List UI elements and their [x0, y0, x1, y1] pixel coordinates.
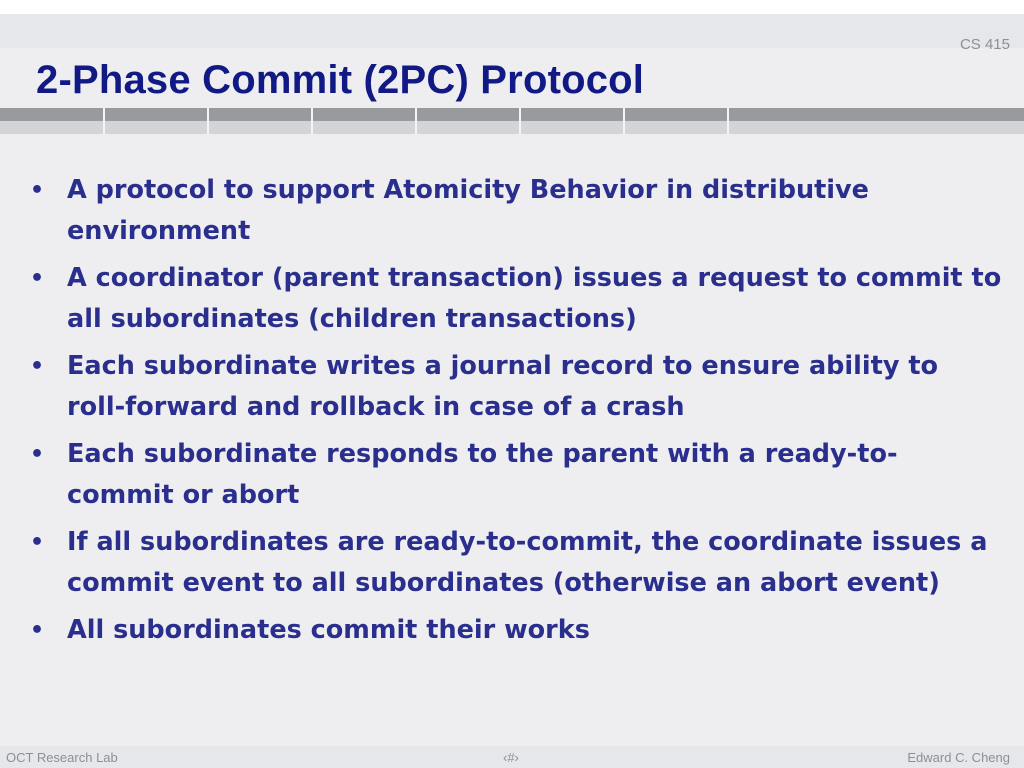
stripe-separator — [623, 108, 625, 134]
bullet-dot: • — [30, 442, 45, 467]
stripe-dark — [0, 108, 1024, 121]
slide-title: 2-Phase Commit (2PC) Protocol — [36, 58, 645, 102]
bullet-text: Each subordinate writes a journal record to ensure ability to roll-forward and rollback in case of a crash — [67, 351, 939, 422]
header-band — [0, 0, 1024, 53]
stripe-separator — [207, 108, 209, 134]
title-divider-stripe — [0, 108, 1024, 134]
stripe-separator — [519, 108, 521, 134]
bullet-text: A coordinator (parent transaction) issues a request to commit to all subordinates (children transactions) — [67, 263, 1002, 334]
bullet-dot: • — [30, 266, 45, 291]
stripe-separator — [727, 108, 729, 134]
footer-slide-number: ‹#› — [503, 750, 519, 765]
bullet-item — [28, 522, 1003, 604]
bullet-text: If all subordinates are ready-to-commit, the coordinate issues a commit event to all subordinates (otherwise an abort event) — [67, 527, 988, 598]
bullet-text: A protocol to support Atomicity Behavior in distributive environment — [67, 175, 869, 246]
course-code: CS 415 — [959, 36, 1010, 53]
bullet-item — [28, 610, 1003, 651]
bullet-dot: • — [30, 178, 45, 203]
bullet-list — [28, 170, 1003, 657]
footer-lab-name: OCT Research Lab — [6, 750, 118, 765]
bullet-dot: • — [30, 354, 45, 379]
bullet-dot: • — [30, 618, 45, 643]
bullet-item — [28, 258, 1003, 340]
bullet-text: All subordinates commit their works — [67, 615, 590, 645]
footer — [0, 746, 1024, 768]
bullet-item — [28, 346, 1003, 428]
bullet-text: Each subordinate responds to the parent with a ready-to-commit or abort — [67, 439, 898, 510]
bullet-item — [28, 170, 1003, 252]
bullet-dot: • — [30, 530, 45, 555]
stripe-separator — [103, 108, 105, 134]
footer-author: Edward C. Cheng — [907, 750, 1010, 765]
stripe-separator — [311, 108, 313, 134]
stripe-light — [0, 121, 1024, 134]
stripe-separator — [415, 108, 417, 134]
bullet-item — [28, 434, 1003, 516]
